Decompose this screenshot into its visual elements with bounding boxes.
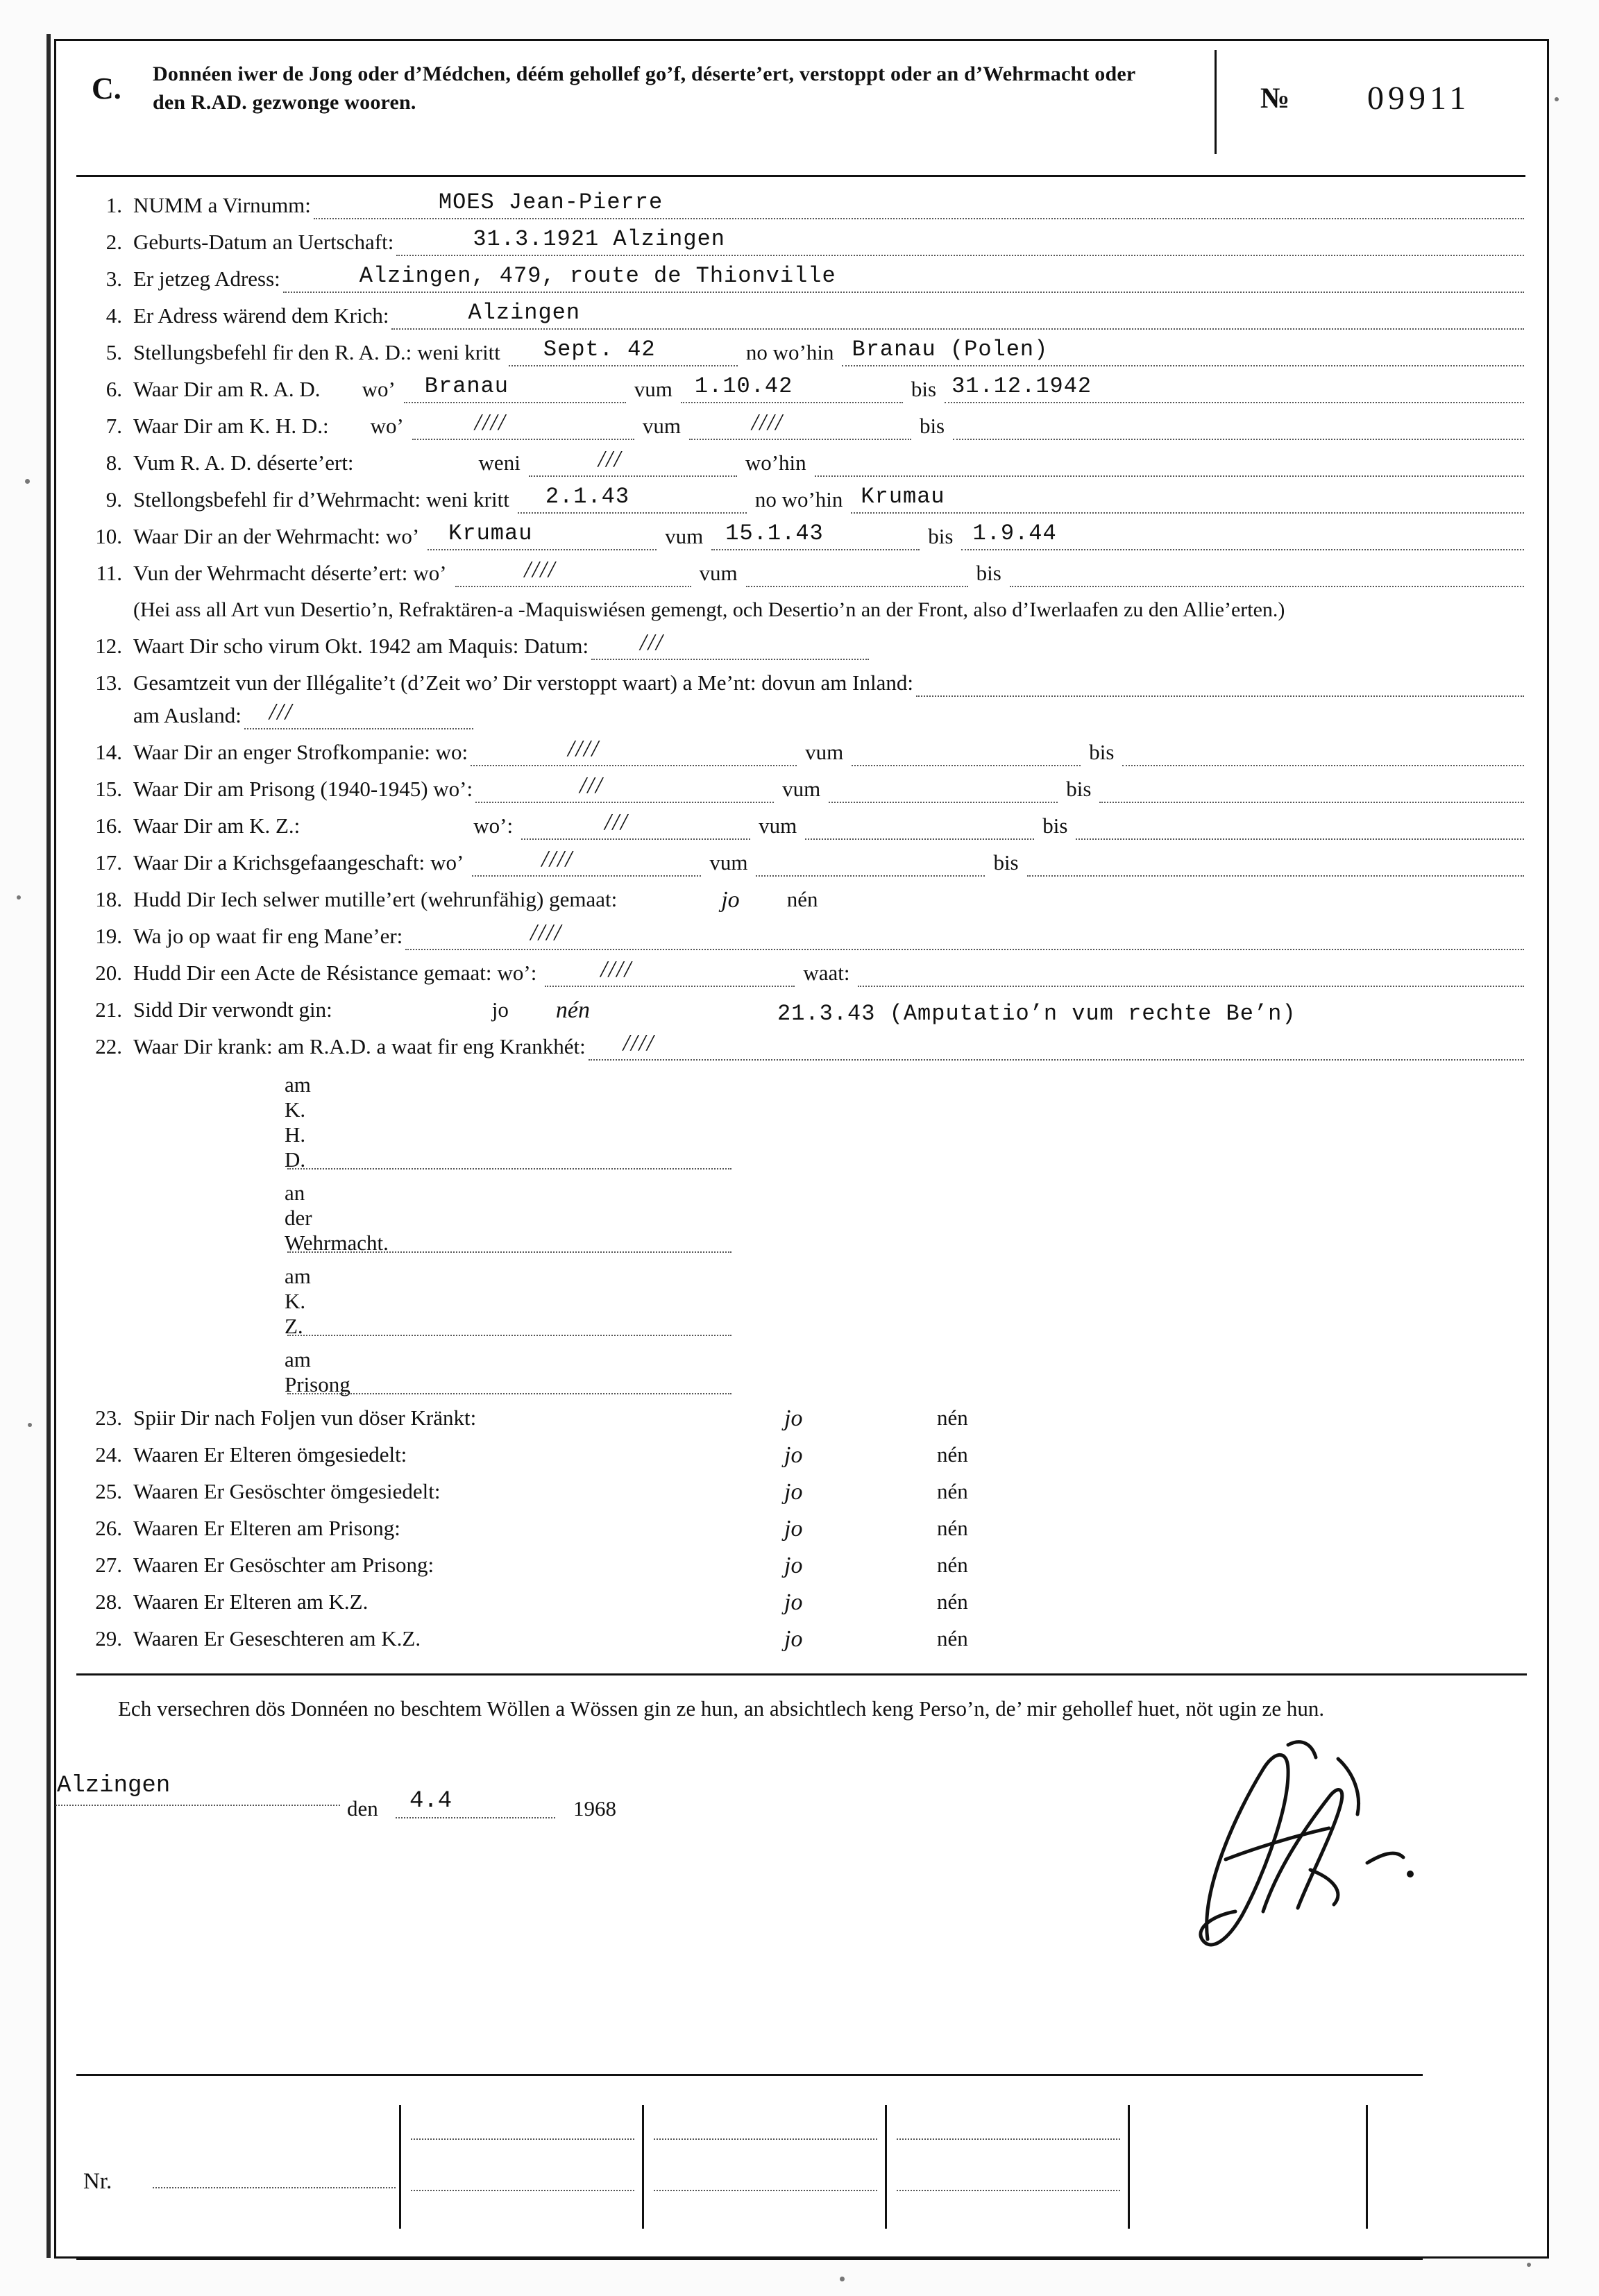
row-mid-label: bis: [911, 377, 937, 401]
form-row-12: [76, 629, 1527, 663]
row-mid-label: wo’: [370, 414, 404, 438]
row-mid-label: bis: [919, 414, 945, 438]
row-label: Waar Dir a Krichsgefaangeschaft:: [133, 850, 425, 875]
answer-line[interactable]: [1122, 741, 1524, 766]
answer-line[interactable]: [412, 410, 634, 440]
answer-value: ////: [474, 410, 507, 435]
form-row-15: [76, 772, 1527, 806]
row-label: Waar Dir am Prisong (1940-1945) wo’:: [133, 776, 473, 801]
form-title: Donnéen iwer de Jong oder d’Médchen, déém gehollef go’f, déserte’ert, verstoppt oder an d’Wehrmacht oder den R.AD. gezwonge wooren.: [153, 62, 1135, 115]
answer-value: ///: [269, 698, 294, 725]
row-label: Wa jo op waat fir eng Mane’er:: [133, 923, 403, 948]
form-row-24: [76, 1444, 1527, 1471]
answer-line[interactable]: [396, 226, 1524, 256]
answer-line[interactable]: [391, 300, 1524, 330]
answer-value: 2.1.43: [545, 484, 630, 509]
answer-yes-label[interactable]: jo: [491, 997, 509, 1022]
row-mid-label: wo’: [413, 561, 447, 585]
answer-line[interactable]: [428, 521, 657, 550]
answer-line[interactable]: [287, 1145, 731, 1170]
answer-line[interactable]: [521, 809, 750, 840]
row-mid-label: weni kritt: [426, 487, 509, 512]
form-row-22d: [76, 1347, 1527, 1397]
row-label: Waar Dir an der Wehrmacht:: [133, 524, 380, 548]
form-row-19: [76, 919, 1527, 953]
row-label: Gesamtzeit vun der Illégalite’t (d’Zeit wo’ Dir verstoppt waart) a Me’nt: dovun am Inland:: [133, 670, 913, 695]
answer-line[interactable]: [842, 337, 1524, 366]
row-number: 25.: [95, 1478, 122, 1503]
row-mid-label: vum: [709, 850, 748, 875]
row-11-note: (Hei ass all Art vun Desertio’n, Refraktären-a -Maquiswiésen gemengt, och Desertio’n an der Front, also d’Iwerlaafen zu den Allie’erten.): [133, 598, 1285, 621]
row-number: 9.: [105, 487, 122, 512]
row-number: 16.: [95, 813, 122, 838]
answer-line[interactable]: [287, 1311, 731, 1336]
row-mid-label: waat:: [803, 960, 850, 985]
answer-yes-mark[interactable]: jo: [784, 1405, 803, 1431]
date-value: 4.4: [409, 1787, 452, 1814]
row-mid-label: vum: [699, 561, 738, 585]
place-value: Alzingen: [57, 1772, 171, 1799]
form-row-13: [76, 672, 1527, 700]
form-row-23: [76, 1407, 1527, 1435]
den-label: den: [347, 1796, 378, 1821]
form-row-27: [76, 1554, 1527, 1582]
answer-line[interactable]: [509, 337, 738, 366]
section-letter: C.: [92, 71, 121, 105]
form-row-8: [76, 446, 1527, 480]
row-mid-label: vum: [665, 524, 704, 548]
answer-value: Krumau: [448, 521, 533, 546]
form-row-9: [76, 484, 1527, 516]
answer-line[interactable]: [404, 373, 626, 403]
answer-yes-mark[interactable]: jo: [784, 1626, 803, 1652]
answer-value: ////: [600, 956, 633, 982]
row-mid-label: vum: [634, 377, 672, 401]
answer-line[interactable]: [858, 962, 1524, 987]
answer-value: ///: [640, 629, 664, 655]
answer-no-label[interactable]: nén: [937, 1589, 968, 1614]
form-row-1: [76, 189, 1527, 222]
answer-line[interactable]: [746, 562, 968, 587]
scan-speck: [28, 1423, 32, 1427]
answer-value: ////: [530, 919, 563, 945]
form-body: [57, 189, 1527, 1981]
form-row-7: [76, 410, 1527, 443]
form-row-3: [76, 263, 1527, 296]
answer-value: Alzingen, 479, route de Thionville: [359, 263, 836, 289]
answer-line[interactable]: [405, 919, 1524, 950]
row-mid-label: bis: [1042, 813, 1068, 838]
row-number: 12.: [95, 633, 122, 658]
row-mid-label: weni: [478, 450, 521, 475]
answer-no-label[interactable]: nén: [786, 886, 818, 911]
footer-cells: [76, 2105, 1423, 2229]
row-mid-label: bis: [1066, 776, 1092, 801]
answer-value: Branau (Polen): [852, 337, 1049, 362]
row-sublabel: am K. H. D.: [285, 1072, 311, 1172]
row-mid-label: no wo’hin: [754, 487, 843, 512]
row-number: 19.: [95, 923, 122, 948]
form-row-26: [76, 1517, 1527, 1545]
row-mid-label: wo’: [430, 850, 464, 875]
row-label: Waar Dir an enger Strofkompanie: wo:: [133, 739, 468, 764]
row-label: Stellungsbefehl fir den R. A. D.:: [133, 340, 412, 364]
row-label: Waaren Er Geseschteren am K.Z.: [133, 1626, 421, 1651]
row-label: Vum R. A. D. déserte’ert:: [133, 450, 354, 475]
header-divider: [1215, 50, 1217, 154]
answer-line[interactable]: [591, 629, 869, 660]
form-row-2: [76, 226, 1527, 259]
year-value: 1968: [573, 1796, 616, 1821]
scan-speck: [1527, 2263, 1531, 2267]
form-row-10: [76, 521, 1527, 553]
answer-line[interactable]: [545, 956, 795, 987]
answer-no-mark[interactable]: nén: [555, 997, 590, 1023]
answer-line[interactable]: [287, 1369, 731, 1394]
answer-line[interactable]: [529, 446, 737, 477]
answer-value: ////: [524, 557, 557, 582]
answer-line[interactable]: [244, 698, 473, 729]
answer-line[interactable]: [689, 410, 911, 440]
answer-yes: [617, 888, 745, 912]
form-row-22: [76, 1029, 1527, 1063]
scan-speck: [17, 895, 21, 900]
answer-value: 31.3.1921 Alzingen: [473, 226, 725, 252]
row-mid-label: vum: [782, 776, 821, 801]
form-row-13b: [76, 698, 1527, 732]
answer-line[interactable]: [589, 1029, 1524, 1061]
answer-value: ///: [579, 772, 604, 798]
row-label: Vun der Wehrmacht déserte’ert:: [133, 561, 408, 585]
row-label: Waaren Er Gesöschter am Prisong:: [133, 1552, 434, 1577]
answer-value: ///: [598, 446, 623, 472]
answer-value: 15.1.43: [725, 521, 824, 546]
answer-no-label[interactable]: nén: [937, 1515, 968, 1540]
form-row-6: [76, 373, 1527, 406]
answer-line[interactable]: [518, 484, 747, 514]
row-number: 17.: [95, 850, 122, 875]
row-number: 5.: [105, 340, 122, 364]
row-number: 4.: [105, 303, 122, 328]
row-sublabel: am K. Z.: [285, 1263, 311, 1338]
row-label: am Ausland:: [133, 702, 242, 727]
answer-value: 31.12.1942: [951, 373, 1092, 399]
row-label: Waar Dir krank: am R.A.D. a waat fir eng Krankhét:: [133, 1033, 586, 1058]
row-number: 3.: [105, 267, 122, 291]
answer-value: 21.3.43 (Amputatio’n vum rechte Be’n): [777, 1000, 1296, 1027]
row-number: 15.: [95, 776, 122, 801]
row-mid-label: vum: [642, 414, 681, 438]
row-label: Waaren Er Elteren am K.Z.: [133, 1589, 369, 1614]
answer-line[interactable]: [756, 852, 985, 877]
cell-line: [654, 2190, 877, 2191]
signature-block: [57, 1772, 1527, 1981]
answer-yes-mark[interactable]: jo: [784, 1515, 803, 1542]
answer-line[interactable]: [1099, 778, 1524, 803]
row-number: 21.: [95, 997, 122, 1022]
row-mid-label: bis: [1089, 739, 1115, 764]
answer-value: ////: [623, 1029, 655, 1056]
answer-line[interactable]: [829, 778, 1058, 803]
answer-yes-mark[interactable]: jo: [784, 1478, 803, 1505]
row-label: Hudd Dir Iech selwer mutille’ert (wehrunfähig) gemaat:: [133, 886, 618, 911]
answer-line[interactable]: [945, 373, 1524, 403]
cell-line: [411, 2138, 634, 2140]
signature-mark: [1159, 1731, 1450, 1960]
answer-line[interactable]: [681, 373, 903, 403]
row-number: 24.: [95, 1442, 122, 1467]
answer-value: 1.9.44: [972, 521, 1057, 546]
answer-value: ////: [541, 845, 574, 872]
number-symbol: №: [1260, 83, 1290, 115]
answer-no-label[interactable]: nén: [937, 1442, 968, 1467]
row-number: 22.: [95, 1033, 122, 1058]
form-row-25: [76, 1480, 1527, 1508]
answer-value: Alzingen: [468, 300, 581, 326]
row-number: 27.: [95, 1552, 122, 1577]
declaration-text: Ech versechren dös Donnéen no beschtem Wöllen a Wössen gin ze hun, an absichtlech keng Perso’n, de’ mir gehollef huet, nöt ugin ze hun.: [118, 1696, 1325, 1721]
row-mid-label: wo’: [362, 377, 396, 401]
cell-line: [411, 2190, 634, 2191]
row-label: Stellongsbefehl fir d’Wehrmacht:: [133, 487, 421, 512]
answer-line[interactable]: [805, 815, 1034, 840]
row-label: Er Adress wärend dem Krich:: [133, 303, 389, 328]
row-number: 1.: [105, 193, 122, 217]
form-row-21: [76, 999, 1527, 1027]
row-mid-label: wo’hin: [745, 450, 806, 475]
date-line[interactable]: [396, 1817, 555, 1818]
row-sublabel: am Prisong: [285, 1347, 350, 1396]
answer-line[interactable]: [283, 263, 1524, 293]
row-mid-label: weni kritt: [417, 340, 500, 364]
answer-line[interactable]: [815, 452, 1524, 477]
answer-value: MOES Jean-Pierre: [438, 189, 663, 215]
answer-line[interactable]: [961, 521, 1524, 550]
answer-line[interactable]: [1027, 852, 1524, 877]
form-row-16: [76, 809, 1527, 843]
answer-value: 1.10.42: [694, 373, 793, 399]
answer-line[interactable]: [916, 672, 1524, 697]
answer-line[interactable]: [471, 735, 797, 766]
footer-table: [76, 2074, 1423, 2229]
row-label: Waart Dir scho virum Okt. 1942 am Maquis: Datum:: [133, 633, 589, 658]
form-row-18: [76, 888, 1527, 916]
cell-line: [897, 2138, 1120, 2140]
answer-line[interactable]: [314, 189, 1524, 219]
form-header: [76, 50, 1525, 177]
scan-speck: [25, 479, 30, 484]
form-row-17: [76, 845, 1527, 879]
cell-line: [654, 2138, 877, 2140]
row-number: 20.: [95, 960, 122, 985]
row-mid-label: bis: [993, 850, 1019, 875]
answer-value: Branau: [424, 373, 509, 399]
form-row-29: [76, 1628, 1527, 1655]
answer-line[interactable]: [472, 845, 701, 877]
answer-value: ////: [568, 735, 600, 761]
form-number: 09911: [1367, 80, 1471, 117]
answer-line[interactable]: [455, 557, 691, 587]
row-number: 7.: [105, 414, 122, 438]
row-label: NUMM a Virnumm:: [133, 193, 311, 217]
form-row-22c: [76, 1264, 1527, 1339]
answer-yes-mark[interactable]: jo: [721, 886, 740, 913]
row-label: Spiir Dir nach Foljen vun döser Kränkt:: [133, 1405, 477, 1430]
answer-line[interactable]: [287, 1228, 731, 1253]
row-mid-label: wo’: [385, 524, 420, 548]
row-number: 2.: [105, 230, 122, 254]
answer-no-label[interactable]: nén: [937, 1405, 968, 1430]
footer-bottom-rule: [76, 2258, 1423, 2260]
row-mid-label: wo’:: [473, 813, 514, 838]
row-label: Sidd Dir verwondt gin:: [133, 997, 332, 1022]
answer-value: Krumau: [861, 484, 945, 509]
form-row-22a: [76, 1072, 1527, 1172]
row-mid-label: vum: [759, 813, 797, 838]
answer-value: ////: [751, 410, 784, 435]
scan-speck: [1555, 97, 1559, 101]
row-mid-label: vum: [805, 739, 844, 764]
row-number: 13.: [95, 670, 122, 695]
answer-yes-mark[interactable]: jo: [784, 1552, 803, 1578]
place-line[interactable]: [56, 1805, 340, 1806]
row-number: 6.: [105, 377, 122, 401]
row-number: 23.: [95, 1405, 122, 1430]
footer-cell-3[interactable]: [885, 2105, 1130, 2229]
section-divider: [76, 1673, 1527, 1675]
answer-no-label[interactable]: nén: [937, 1478, 968, 1503]
form-row-22b: [76, 1181, 1527, 1256]
row-label: Waaren Er Elteren am Prisong:: [133, 1515, 400, 1540]
footer-cell-4[interactable]: [1128, 2105, 1368, 2229]
answer-line[interactable]: [953, 415, 1524, 440]
answer-line[interactable]: [1010, 562, 1524, 587]
answer-value: Sept. 42: [543, 337, 656, 362]
form-row-4: [76, 300, 1527, 332]
answer-line[interactable]: [851, 484, 1524, 514]
answer-no-label[interactable]: nén: [937, 1626, 968, 1651]
row-mid-label: no wo’hin: [745, 340, 834, 364]
form-row-5: [76, 337, 1527, 369]
row-number: 28.: [95, 1589, 122, 1614]
footer-cell-1[interactable]: [399, 2105, 644, 2229]
answer-line[interactable]: [711, 521, 920, 550]
form-row-20: [76, 956, 1527, 990]
row-number: 26.: [95, 1515, 122, 1540]
cell-line: [897, 2190, 1120, 2191]
nr-label: Nr.: [83, 2169, 112, 2194]
row-label: Waar Dir am K. H. D.:: [133, 414, 329, 438]
answer-value: ///: [604, 809, 629, 835]
row-label: Waar Dir am R. A. D.: [133, 377, 321, 401]
row-label: Geburts-Datum an Uertschaft:: [133, 230, 394, 254]
row-number: 8.: [105, 450, 122, 475]
answer-yes-mark[interactable]: jo: [784, 1589, 803, 1615]
row-label: Waaren Er Elteren ömgesiedelt:: [133, 1442, 407, 1467]
row-sublabel: an der Wehrmacht.: [285, 1180, 389, 1255]
row-mid-label: wo’:: [497, 960, 537, 985]
row-label: Er jetzeg Adress:: [133, 267, 280, 291]
row-number: 10.: [95, 524, 122, 548]
answer-line[interactable]: [1076, 815, 1524, 840]
answer-yes-mark[interactable]: jo: [784, 1442, 803, 1468]
answer-line[interactable]: [852, 741, 1081, 766]
form-row-14: [76, 735, 1527, 769]
row-label: Waaren Er Gesöschter ömgesiedelt:: [133, 1478, 441, 1503]
row-mid-label: bis: [976, 561, 1001, 585]
nr-line[interactable]: [153, 2187, 396, 2188]
row-number: 18.: [95, 886, 122, 911]
row-label: Waar Dir am K. Z.:: [133, 813, 301, 838]
row-mid-label: bis: [928, 524, 954, 548]
row-number: 11.: [96, 561, 122, 585]
row-number: 14.: [95, 739, 122, 764]
footer-cell-2[interactable]: [642, 2105, 887, 2229]
form-row-28: [76, 1591, 1527, 1619]
answer-line[interactable]: [475, 772, 774, 803]
row-label: Hudd Dir een Acte de Résistance gemaat:: [133, 960, 492, 985]
form-row-11: [76, 557, 1527, 590]
answer-no: [514, 999, 595, 1022]
row-number: 29.: [95, 1626, 122, 1651]
scan-speck: [840, 2277, 845, 2281]
answer-no-label[interactable]: nén: [937, 1552, 968, 1577]
